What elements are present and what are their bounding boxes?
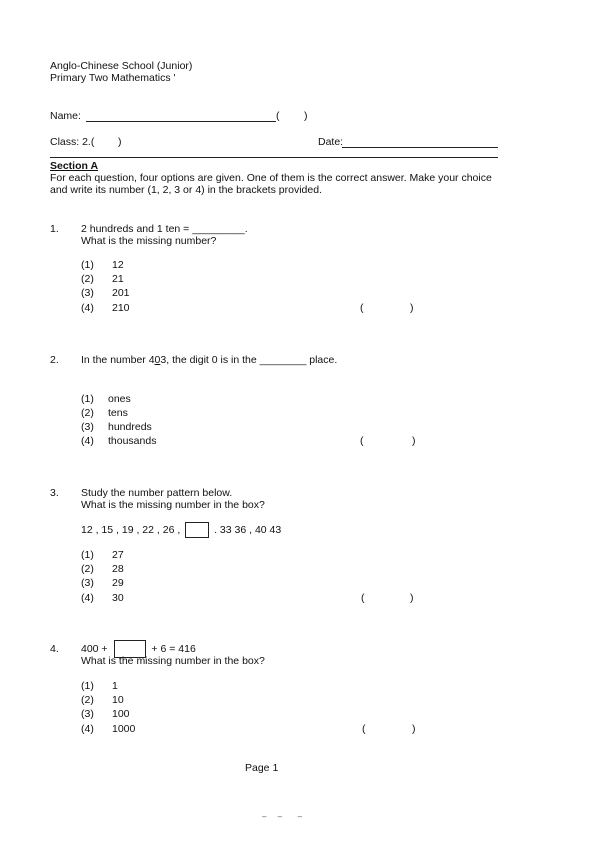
q1-opt4-text: 210 xyxy=(112,302,130,314)
q2-opt1-text: ones xyxy=(108,393,131,405)
subject-title: Primary Two Mathematics ' xyxy=(50,72,176,84)
q3-answer-box[interactable] xyxy=(185,522,209,538)
school-name: Anglo-Chinese School (Junior) xyxy=(50,60,193,72)
q3-line2: What is the missing number in the box? xyxy=(81,499,265,511)
name-field[interactable] xyxy=(86,121,276,122)
q4-opt1-text: 1 xyxy=(112,680,118,692)
q4-opt2-num: (2) xyxy=(81,694,94,706)
q1-answer-open[interactable]: ( xyxy=(360,302,364,314)
q3-opt4-text: 30 xyxy=(112,592,124,604)
q2-answer-close[interactable]: ) xyxy=(412,435,416,447)
q1-blank[interactable]: _________ xyxy=(192,223,245,235)
q4-opt3-num: (3) xyxy=(81,708,94,720)
name-paren-open: ( xyxy=(276,110,280,122)
q2-opt4-text: thousands xyxy=(108,435,157,447)
q4-opt1-num: (1) xyxy=(81,680,94,692)
q2-answer-open[interactable]: ( xyxy=(360,435,364,447)
page-number: Page 1 xyxy=(245,762,279,774)
q4-opt4-num: (4) xyxy=(81,723,94,735)
q3-opt1-text: 27 xyxy=(112,549,124,561)
q3-opt3-num: (3) xyxy=(81,577,94,589)
q4-opt4-text: 1000 xyxy=(112,723,136,735)
q1-opt3-num: (3) xyxy=(81,287,94,299)
q2-line1: In the number 403, the digit 0 is in the ________ place. xyxy=(81,354,338,366)
q2-opt2-text: tens xyxy=(108,407,128,419)
q1-answer-close[interactable]: ) xyxy=(410,302,414,314)
class-label: Class: 2.( xyxy=(50,136,95,148)
q3-answer-close[interactable]: ) xyxy=(410,592,414,604)
q1-line1: 2 hundreds and 1 ten = _________. xyxy=(81,223,248,235)
q2-opt2-num: (2) xyxy=(81,407,94,419)
date-field[interactable] xyxy=(342,147,498,148)
q3-answer-open[interactable]: ( xyxy=(361,592,365,604)
q3-line1: Study the number pattern below. xyxy=(81,487,233,499)
q2-opt3-text: hundreds xyxy=(108,421,152,433)
q4-opt2-text: 10 xyxy=(112,694,124,706)
q1-opt4-num: (4) xyxy=(81,302,94,314)
q3-opt3-text: 29 xyxy=(112,577,124,589)
q1-opt2-text: 21 xyxy=(112,273,124,285)
name-paren-close: ) xyxy=(304,110,308,122)
instructions-line2: and write its number (1, 2, 3 or 4) in the brackets provided. xyxy=(50,184,322,196)
scan-marks: – – – xyxy=(262,812,303,821)
date-label: Date: xyxy=(318,136,344,148)
q3-opt1-num: (1) xyxy=(81,549,94,561)
q2-number: 2. xyxy=(50,354,59,366)
q1-opt2-num: (2) xyxy=(81,273,94,285)
name-label: Name: xyxy=(50,110,81,122)
q4-line2: What is the missing number in the box? xyxy=(81,655,265,667)
q4-equation: 400 + + 6 = 416 xyxy=(81,640,196,658)
q4-opt3-text: 100 xyxy=(112,708,130,720)
q2-opt1-num: (1) xyxy=(81,393,94,405)
section-title: Section A xyxy=(50,160,99,172)
q1-opt1-text: 12 xyxy=(112,259,124,271)
q3-number: 3. xyxy=(50,487,59,499)
instructions-line1: For each question, four options are given. One of them is the correct answer. Make your choice xyxy=(50,172,492,184)
q3-opt4-num: (4) xyxy=(81,592,94,604)
q4-answer-open[interactable]: ( xyxy=(362,723,366,735)
q1-opt1-num: (1) xyxy=(81,259,94,271)
q2-opt3-num: (3) xyxy=(81,421,94,433)
q1-line2: What is the missing number? xyxy=(81,235,217,247)
q3-pattern: 12 , 15 , 19 , 22 , 26 , . 33 36 , 40 43 xyxy=(81,522,281,538)
q3-opt2-text: 28 xyxy=(112,563,124,575)
class-paren-close: ) xyxy=(118,136,122,148)
q2-opt4-num: (4) xyxy=(81,435,94,447)
q4-number: 4. xyxy=(50,643,59,655)
q1-number: 1. xyxy=(50,223,59,235)
q4-answer-close[interactable]: ) xyxy=(412,723,416,735)
q3-opt2-num: (2) xyxy=(81,563,94,575)
q1-opt3-text: 201 xyxy=(112,287,130,299)
section-divider xyxy=(50,157,498,158)
